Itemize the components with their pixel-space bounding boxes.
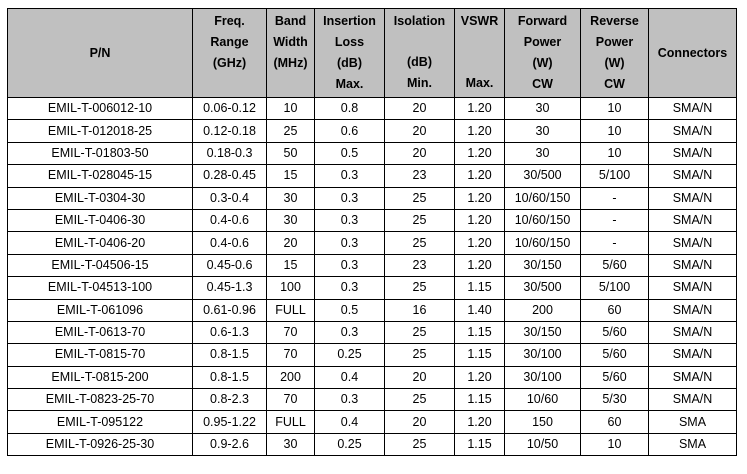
cell-rev: 5/100 <box>581 165 649 187</box>
table-row <box>8 187 737 209</box>
cell-rev: 5/100 <box>581 277 649 299</box>
cell-pn: EMIL-T-0613-70 <box>8 321 193 343</box>
cell-rev: 5/30 <box>581 389 649 411</box>
cell-conn: SMA/N <box>649 165 737 187</box>
header-il-line: Max. <box>335 77 364 91</box>
cell-iso: 25 <box>385 389 455 411</box>
cell-conn: SMA/N <box>649 321 737 343</box>
cell-bw: 70 <box>267 389 315 411</box>
header-rev-line: CW <box>604 77 625 91</box>
cell-il: 0.3 <box>315 321 385 343</box>
header-bw-line: Band <box>274 14 307 28</box>
cell-freq: 0.61-0.96 <box>193 299 267 321</box>
cell-rev: - <box>581 232 649 254</box>
header-il <box>315 9 385 98</box>
header-il-line: (dB) <box>337 56 362 70</box>
cell-iso: 25 <box>385 232 455 254</box>
cell-il: 0.3 <box>315 209 385 231</box>
header-iso-line <box>385 32 454 52</box>
cell-bw: 30 <box>267 433 315 455</box>
header-bw-line: (MHz) <box>273 56 308 70</box>
cell-iso: 16 <box>385 299 455 321</box>
cell-iso: 23 <box>385 165 455 187</box>
header-vswr <box>455 9 505 98</box>
cell-fwd: 10/50 <box>505 433 581 455</box>
table-body <box>8 98 737 456</box>
cell-pn: EMIL-T-006012-10 <box>8 98 193 120</box>
cell-vswr: 1.15 <box>455 433 505 455</box>
cell-vswr: 1.40 <box>455 299 505 321</box>
cell-rev: 10 <box>581 120 649 142</box>
cell-rev: 60 <box>581 299 649 321</box>
cell-bw: 50 <box>267 142 315 164</box>
cell-pn: EMIL-T-0926-25-30 <box>8 433 193 455</box>
cell-il: 0.3 <box>315 165 385 187</box>
cell-rev: 60 <box>581 411 649 433</box>
header-rev-line: Power <box>595 35 634 49</box>
header-vswr-line <box>455 32 504 53</box>
cell-freq: 0.95-1.22 <box>193 411 267 433</box>
cell-vswr: 1.20 <box>455 98 505 120</box>
cell-fwd: 30/150 <box>505 254 581 276</box>
cell-conn: SMA/N <box>649 344 737 366</box>
cell-conn: SMA/N <box>649 299 737 321</box>
cell-bw: 30 <box>267 187 315 209</box>
header-iso-line: Min. <box>407 76 432 90</box>
header-vswr-line: Max. <box>465 76 494 90</box>
cell-freq: 0.6-1.3 <box>193 321 267 343</box>
cell-il: 0.3 <box>315 389 385 411</box>
cell-freq: 0.18-0.3 <box>193 142 267 164</box>
cell-bw: FULL <box>267 299 315 321</box>
cell-bw: 15 <box>267 165 315 187</box>
cell-rev: 5/60 <box>581 254 649 276</box>
cell-il: 0.5 <box>315 142 385 164</box>
cell-il: 0.8 <box>315 98 385 120</box>
header-pn: P/N <box>8 9 193 98</box>
header-fwd-line: (W) <box>532 56 553 70</box>
cell-bw: 30 <box>267 209 315 231</box>
header-bw-line <box>267 74 314 94</box>
cell-fwd: 30/100 <box>505 366 581 388</box>
cell-conn: SMA <box>649 433 737 455</box>
cell-conn: SMA/N <box>649 389 737 411</box>
cell-bw: 200 <box>267 366 315 388</box>
cell-il: 0.4 <box>315 366 385 388</box>
cell-freq: 0.3-0.4 <box>193 187 267 209</box>
table-row <box>8 142 737 164</box>
cell-freq: 0.4-0.6 <box>193 209 267 231</box>
cell-freq: 0.12-0.18 <box>193 120 267 142</box>
cell-pn: EMIL-T-095122 <box>8 411 193 433</box>
header-freq-line: (GHz) <box>212 56 247 70</box>
cell-fwd: 30/150 <box>505 321 581 343</box>
header-fwd-line: Power <box>523 35 562 49</box>
table-row <box>8 277 737 299</box>
header-freq-line: Range <box>210 35 249 49</box>
cell-il: 0.3 <box>315 277 385 299</box>
header-rev-line: (W) <box>604 56 625 70</box>
cell-iso: 20 <box>385 142 455 164</box>
cell-il: 0.25 <box>315 344 385 366</box>
cell-iso: 25 <box>385 187 455 209</box>
cell-pn: EMIL-T-0815-70 <box>8 344 193 366</box>
header-conn: Connectors <box>649 9 737 98</box>
cell-iso: 20 <box>385 366 455 388</box>
cell-pn: EMIL-T-0304-30 <box>8 187 193 209</box>
cell-conn: SMA <box>649 411 737 433</box>
table-row <box>8 209 737 231</box>
spec-table <box>7 8 737 456</box>
cell-il: 0.25 <box>315 433 385 455</box>
cell-fwd: 10/60/150 <box>505 187 581 209</box>
header-fwd <box>505 9 581 98</box>
table-row <box>8 366 737 388</box>
cell-rev: - <box>581 209 649 231</box>
cell-fwd: 30/500 <box>505 165 581 187</box>
cell-pn: EMIL-T-0815-200 <box>8 366 193 388</box>
header-rev-line: Reverse <box>590 14 639 28</box>
cell-pn: EMIL-T-04513-100 <box>8 277 193 299</box>
header-freq-line <box>193 74 266 94</box>
table-row <box>8 433 737 455</box>
cell-rev: 10 <box>581 433 649 455</box>
cell-pn: EMIL-T-012018-25 <box>8 120 193 142</box>
cell-vswr: 1.20 <box>455 411 505 433</box>
header-vswr-line: VSWR <box>460 14 499 28</box>
cell-fwd: 30 <box>505 98 581 120</box>
cell-rev: 5/60 <box>581 344 649 366</box>
cell-iso: 20 <box>385 120 455 142</box>
cell-conn: SMA/N <box>649 366 737 388</box>
cell-conn: SMA/N <box>649 232 737 254</box>
cell-rev: - <box>581 187 649 209</box>
cell-pn: EMIL-T-028045-15 <box>8 165 193 187</box>
cell-freq: 0.8-2.3 <box>193 389 267 411</box>
table-row <box>8 389 737 411</box>
cell-vswr: 1.15 <box>455 344 505 366</box>
cell-il: 0.3 <box>315 254 385 276</box>
cell-vswr: 1.20 <box>455 209 505 231</box>
cell-iso: 20 <box>385 98 455 120</box>
cell-pn: EMIL-T-0823-25-70 <box>8 389 193 411</box>
cell-freq: 0.9-2.6 <box>193 433 267 455</box>
cell-rev: 5/60 <box>581 366 649 388</box>
cell-conn: SMA/N <box>649 209 737 231</box>
cell-bw: 100 <box>267 277 315 299</box>
cell-il: 0.3 <box>315 187 385 209</box>
cell-fwd: 200 <box>505 299 581 321</box>
table-row <box>8 120 737 142</box>
cell-rev: 10 <box>581 98 649 120</box>
header-row <box>8 9 737 98</box>
cell-il: 0.4 <box>315 411 385 433</box>
cell-rev: 10 <box>581 142 649 164</box>
cell-iso: 20 <box>385 411 455 433</box>
table-row <box>8 98 737 120</box>
cell-bw: 70 <box>267 344 315 366</box>
header-bw <box>267 9 315 98</box>
cell-il: 0.6 <box>315 120 385 142</box>
table-row <box>8 344 737 366</box>
cell-iso: 25 <box>385 209 455 231</box>
cell-vswr: 1.20 <box>455 142 505 164</box>
table-row <box>8 232 737 254</box>
cell-vswr: 1.15 <box>455 389 505 411</box>
cell-il: 0.5 <box>315 299 385 321</box>
cell-fwd: 150 <box>505 411 581 433</box>
cell-freq: 0.28-0.45 <box>193 165 267 187</box>
cell-bw: FULL <box>267 411 315 433</box>
cell-conn: SMA/N <box>649 120 737 142</box>
cell-pn: EMIL-T-01803-50 <box>8 142 193 164</box>
table-row <box>8 411 737 433</box>
cell-freq: 0.4-0.6 <box>193 232 267 254</box>
cell-vswr: 1.20 <box>455 254 505 276</box>
cell-conn: SMA/N <box>649 187 737 209</box>
cell-fwd: 30/500 <box>505 277 581 299</box>
table-row <box>8 321 737 343</box>
cell-bw: 15 <box>267 254 315 276</box>
table-row <box>8 254 737 276</box>
cell-fwd: 10/60 <box>505 389 581 411</box>
cell-pn: EMIL-T-0406-30 <box>8 209 193 231</box>
header-fwd-line: Forward <box>517 14 568 28</box>
cell-fwd: 10/60/150 <box>505 209 581 231</box>
header-il-line: Loss <box>334 35 365 49</box>
cell-fwd: 30 <box>505 120 581 142</box>
cell-bw: 70 <box>267 321 315 343</box>
cell-fwd: 30 <box>505 142 581 164</box>
cell-iso: 25 <box>385 277 455 299</box>
cell-vswr: 1.20 <box>455 187 505 209</box>
header-iso-line: (dB) <box>407 55 432 69</box>
cell-vswr: 1.15 <box>455 277 505 299</box>
cell-pn: EMIL-T-04506-15 <box>8 254 193 276</box>
header-freq <box>193 9 267 98</box>
cell-freq: 0.06-0.12 <box>193 98 267 120</box>
cell-bw: 20 <box>267 232 315 254</box>
cell-bw: 10 <box>267 98 315 120</box>
spec-table-container <box>7 8 737 456</box>
cell-iso: 25 <box>385 344 455 366</box>
table-row <box>8 299 737 321</box>
cell-conn: SMA/N <box>649 277 737 299</box>
cell-bw: 25 <box>267 120 315 142</box>
cell-vswr: 1.20 <box>455 232 505 254</box>
cell-fwd: 10/60/150 <box>505 232 581 254</box>
header-iso-line: Isolation <box>393 14 446 28</box>
cell-vswr: 1.20 <box>455 120 505 142</box>
cell-freq: 0.45-0.6 <box>193 254 267 276</box>
cell-iso: 23 <box>385 254 455 276</box>
cell-rev: 5/60 <box>581 321 649 343</box>
header-bw-line: Width <box>273 35 308 49</box>
cell-pn: EMIL-T-061096 <box>8 299 193 321</box>
header-freq-line: Freq. <box>214 14 245 28</box>
cell-fwd: 30/100 <box>505 344 581 366</box>
cell-pn: EMIL-T-0406-20 <box>8 232 193 254</box>
cell-freq: 0.8-1.5 <box>193 366 267 388</box>
cell-iso: 25 <box>385 321 455 343</box>
cell-iso: 25 <box>385 433 455 455</box>
cell-freq: 0.45-1.3 <box>193 277 267 299</box>
cell-conn: SMA/N <box>649 254 737 276</box>
header-rev <box>581 9 649 98</box>
header-fwd-line: CW <box>532 77 553 91</box>
header-il-line: Insertion <box>323 14 376 28</box>
header-iso <box>385 9 455 98</box>
header-vswr-line <box>455 53 504 74</box>
cell-vswr: 1.15 <box>455 321 505 343</box>
cell-conn: SMA/N <box>649 98 737 120</box>
cell-freq: 0.8-1.5 <box>193 344 267 366</box>
cell-il: 0.3 <box>315 232 385 254</box>
cell-vswr: 1.20 <box>455 366 505 388</box>
cell-vswr: 1.20 <box>455 165 505 187</box>
table-row <box>8 165 737 187</box>
cell-conn: SMA/N <box>649 142 737 164</box>
